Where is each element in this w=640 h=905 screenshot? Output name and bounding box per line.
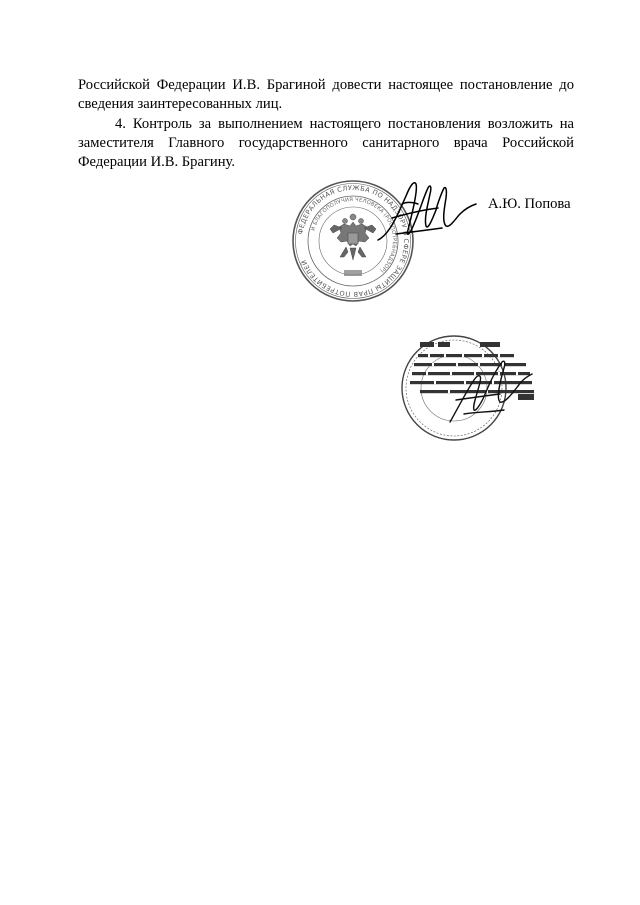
paragraph-continuation: Российской Федерации И.В. Брагиной довести настоящее постановление до сведения заинтересованных лиц. [78,77,574,113]
signer-name: А.Ю. Попова [488,196,571,212]
handwritten-signature-icon [372,174,478,252]
svg-text:И БЛАГОПОЛУЧИЯ ЧЕЛОВЕКА (РОСПО: И БЛАГОПОЛУЧИЯ ЧЕЛОВЕКА (РОСПОТРЕБНАДЗОР) [310,196,398,274]
paragraph-4: 4. Контроль за выполнением настоящего постановления возложить на заместителя Главного государственного санитарного врача Российской Федерации И.В. Брагину. [78,115,574,171]
svg-text:ФЕДЕРАЛЬНАЯ СЛУЖБА ПО НАДЗОРУ: ФЕДЕРАЛЬНАЯ СЛУЖБА ПО НАДЗОРУ В СФЕРЕ ЗАЩИТЫ ПРАВ ПОТРЕБИТЕЛЕЙ [296,183,411,299]
stamp-signature-icon [444,352,534,432]
document-body [78,76,574,172]
